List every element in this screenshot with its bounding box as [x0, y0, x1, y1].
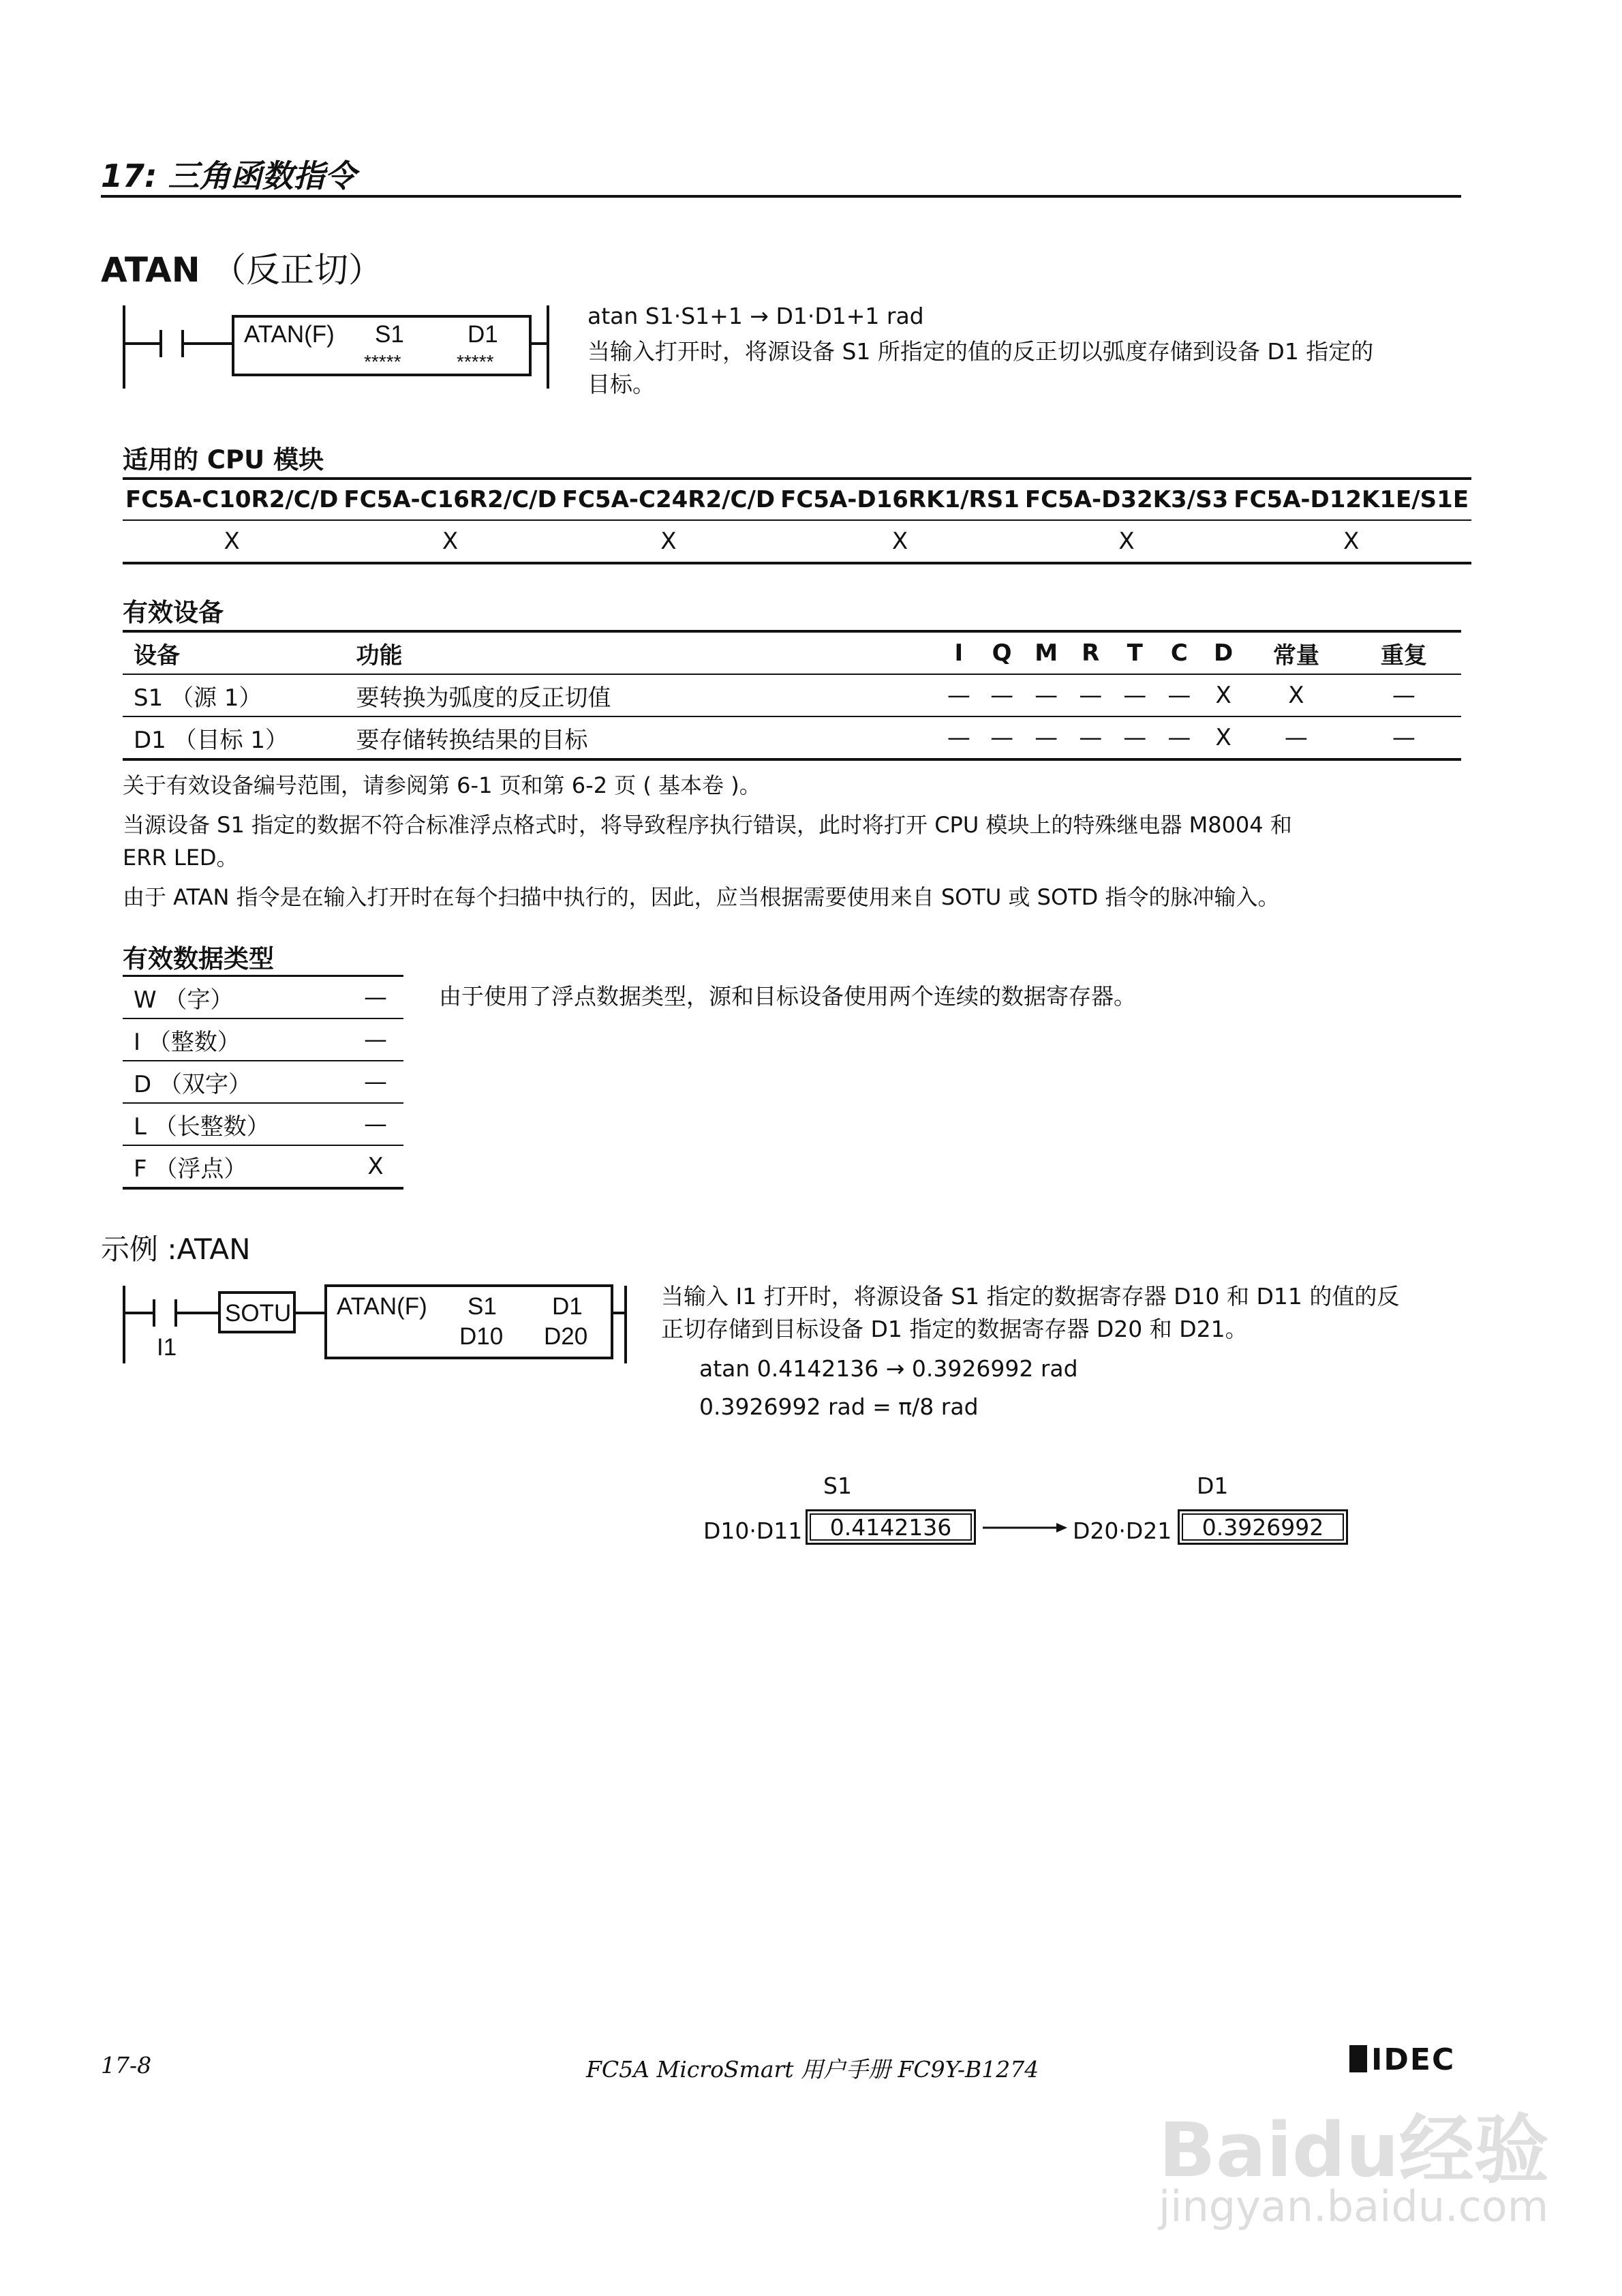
device-cell: 要转换为弧度的反正切值: [345, 674, 938, 716]
devices-header: D: [1202, 631, 1246, 674]
device-cell: —: [1024, 716, 1069, 759]
device-cell: —: [1246, 716, 1347, 759]
device-cell: —: [1157, 674, 1202, 716]
cpu-header: FC5A-C24R2/C/D: [560, 479, 778, 520]
source-value: 0.4142136: [810, 1513, 972, 1541]
devices-header: 重复: [1347, 631, 1461, 674]
datatype-name: D （双字）: [123, 1061, 348, 1103]
devices-table: [123, 630, 1461, 761]
equation-1: atan 0.4142136 → 0.3926992 rad: [699, 1355, 1078, 1382]
table-row: [123, 1145, 403, 1188]
devices-header: 设备: [123, 631, 345, 674]
cpu-header-row: [123, 479, 1471, 520]
brand-logo: [1349, 2042, 1455, 2077]
device-cell: D1 （目标 1）: [123, 716, 345, 759]
example-desc-line-1: 当输入 I1 打开时，将源设备 S1 指定的数据寄存器 D10 和 D11 的值的反: [661, 1283, 1400, 1310]
datatypes-note: 由于使用了浮点数据类型，源和目标设备使用两个连续的数据寄存器。: [439, 983, 1136, 1010]
brand-mark-icon: [1349, 2045, 1367, 2072]
destination-value: 0.3926992: [1182, 1513, 1344, 1541]
device-cell: —: [1024, 674, 1069, 716]
description-line-1: 当输入打开时，将源设备 S1 所指定的值的反正切以弧度存储到设备 D1 指定的: [587, 338, 1374, 365]
example-instr: ATAN(F): [337, 1293, 427, 1320]
datatype-value: X: [348, 1145, 403, 1188]
device-cell: —: [1069, 674, 1113, 716]
brand-name: IDEC: [1371, 2042, 1456, 2077]
source-value-box: [806, 1509, 976, 1545]
cpu-value-row: [123, 520, 1471, 563]
datatype-value: —: [348, 1018, 403, 1061]
cpu-section-title: 适用的 CPU 模块: [123, 445, 324, 474]
cpu-value: X: [560, 520, 778, 563]
watermark-logo: Baidu经验: [1159, 2106, 1549, 2194]
table-row: [123, 1103, 403, 1145]
description-line-2: 目标。: [587, 371, 655, 397]
example-desc-line-2: 正切存储到目标设备 D1 指定的数据寄存器 D20 和 D21。: [661, 1316, 1248, 1342]
devices-header: I: [938, 631, 980, 674]
example-description: [661, 1280, 1399, 1346]
ladder-diagram-syntax: [120, 300, 556, 395]
note-line: 关于有效设备编号范围，请参阅第 6-1 页和第 6-2 页 ( 基本卷 )。: [123, 772, 761, 798]
formula: atan S1·S1+1 → D1·D1+1 rad: [587, 303, 924, 329]
example-input-label: I1: [157, 1334, 177, 1361]
device-cell: —: [938, 716, 980, 759]
note-line: 当源设备 S1 指定的数据不符合标准浮点格式时，将导致程序执行错误，此时将打开 CPU 模块上的特殊继电器 M8004 和: [123, 812, 1292, 838]
destination-register-label: D20·D21: [1073, 1517, 1172, 1544]
chapter-divider: [101, 195, 1461, 198]
datatype-value: —: [348, 1061, 403, 1103]
device-cell: —: [1347, 716, 1461, 759]
cpu-header: FC5A-D32K3/S3: [1022, 479, 1231, 520]
ladder1-s1: S1: [375, 321, 404, 348]
cpu-value: X: [1231, 520, 1471, 563]
datatype-value: —: [348, 976, 403, 1019]
datatype-name: W （字）: [123, 976, 348, 1019]
cpu-header: FC5A-D16RK1/RS1: [778, 479, 1022, 520]
destination-value-box: [1178, 1509, 1348, 1545]
devices-header: M: [1024, 631, 1069, 674]
source-register-label: D10·D11: [703, 1517, 803, 1544]
table-row: [123, 1018, 403, 1061]
device-cell: S1 （源 1）: [123, 674, 345, 716]
table-row: [123, 716, 1461, 759]
page-number: 17-8: [101, 2052, 152, 2079]
equation-2: 0.3926992 rad = π/8 rad: [699, 1393, 979, 1420]
section-name: ATAN: [101, 250, 200, 290]
cpu-value: X: [1022, 520, 1231, 563]
example-d1-value: D20: [544, 1323, 588, 1350]
device-cell: —: [1157, 716, 1202, 759]
cpu-value: X: [341, 520, 559, 563]
example-s1: S1: [468, 1293, 497, 1320]
example-d1: D1: [552, 1293, 583, 1320]
devices-header: C: [1157, 631, 1202, 674]
manual-title: FC5A MicroSmart 用户手册 FC9Y-B1274: [586, 2056, 1039, 2083]
chapter-title: 17: 三角函数指令: [101, 157, 356, 194]
ladder1-d1: D1: [468, 321, 498, 348]
table-row: [123, 674, 1461, 716]
table-row: [123, 976, 403, 1019]
flow-d1-label: D1: [1197, 1472, 1229, 1499]
section-title: [101, 243, 382, 292]
device-cell: —: [980, 674, 1024, 716]
devices-header-row: [123, 631, 1461, 674]
example-s1-value: D10: [459, 1323, 504, 1350]
flow-s1-label: S1: [823, 1472, 852, 1499]
note-line: 由于 ATAN 指令是在输入打开时在每个扫描中执行的，因此，应当根据需要使用来自 SOTU 或 SOTD 指令的脉冲输入。: [123, 884, 1280, 910]
devices-header: T: [1113, 631, 1157, 674]
device-cell: —: [1347, 674, 1461, 716]
datatypes-table: [123, 975, 403, 1190]
devices-header: R: [1069, 631, 1113, 674]
instruction-description: [587, 300, 1373, 401]
example-title: 示例 :ATAN: [101, 1233, 251, 1266]
cpu-header: FC5A-C16R2/C/D: [341, 479, 559, 520]
devices-header: Q: [980, 631, 1024, 674]
ladder1-d1-value: *****: [457, 351, 494, 372]
datatype-value: —: [348, 1103, 403, 1145]
ladder1-instr: ATAN(F): [244, 321, 335, 348]
device-cell: 要存储转换结果的目标: [345, 716, 938, 759]
device-cell: X: [1202, 674, 1246, 716]
section-subtitle: （反正切）: [212, 250, 383, 290]
notes: [123, 769, 1461, 913]
cpu-value: X: [778, 520, 1022, 563]
device-cell: —: [1113, 674, 1157, 716]
device-cell: —: [1069, 716, 1113, 759]
device-cell: X: [1202, 716, 1246, 759]
cpu-value: X: [123, 520, 341, 563]
devices-header: 功能: [345, 631, 938, 674]
ladder-diagram-example: [120, 1282, 638, 1370]
cpu-table: [123, 477, 1471, 564]
datatype-name: I （整数）: [123, 1018, 348, 1061]
table-row: [123, 1061, 403, 1103]
device-cell: —: [980, 716, 1024, 759]
cpu-header: FC5A-C10R2/C/D: [123, 479, 341, 520]
watermark-url: jingyan.baidu.com: [1159, 2181, 1549, 2231]
note-line: ERR LED。: [123, 845, 239, 871]
device-cell: —: [1113, 716, 1157, 759]
ladder1-s1-value: *****: [364, 351, 401, 372]
devices-section-title: 有效设备: [123, 598, 224, 627]
datatypes-section-title: 有效数据类型: [123, 944, 274, 973]
cpu-header: FC5A-D12K1E/S1E: [1231, 479, 1471, 520]
device-cell: —: [938, 674, 980, 716]
example-equations: [699, 1353, 1078, 1423]
sotu-label: SOTU: [225, 1300, 292, 1327]
devices-header: 常量: [1246, 631, 1347, 674]
datatype-name: L （长整数）: [123, 1103, 348, 1145]
arrow-icon: [983, 1517, 1067, 1538]
device-cell: X: [1246, 674, 1347, 716]
datatype-name: F （浮点）: [123, 1145, 348, 1188]
